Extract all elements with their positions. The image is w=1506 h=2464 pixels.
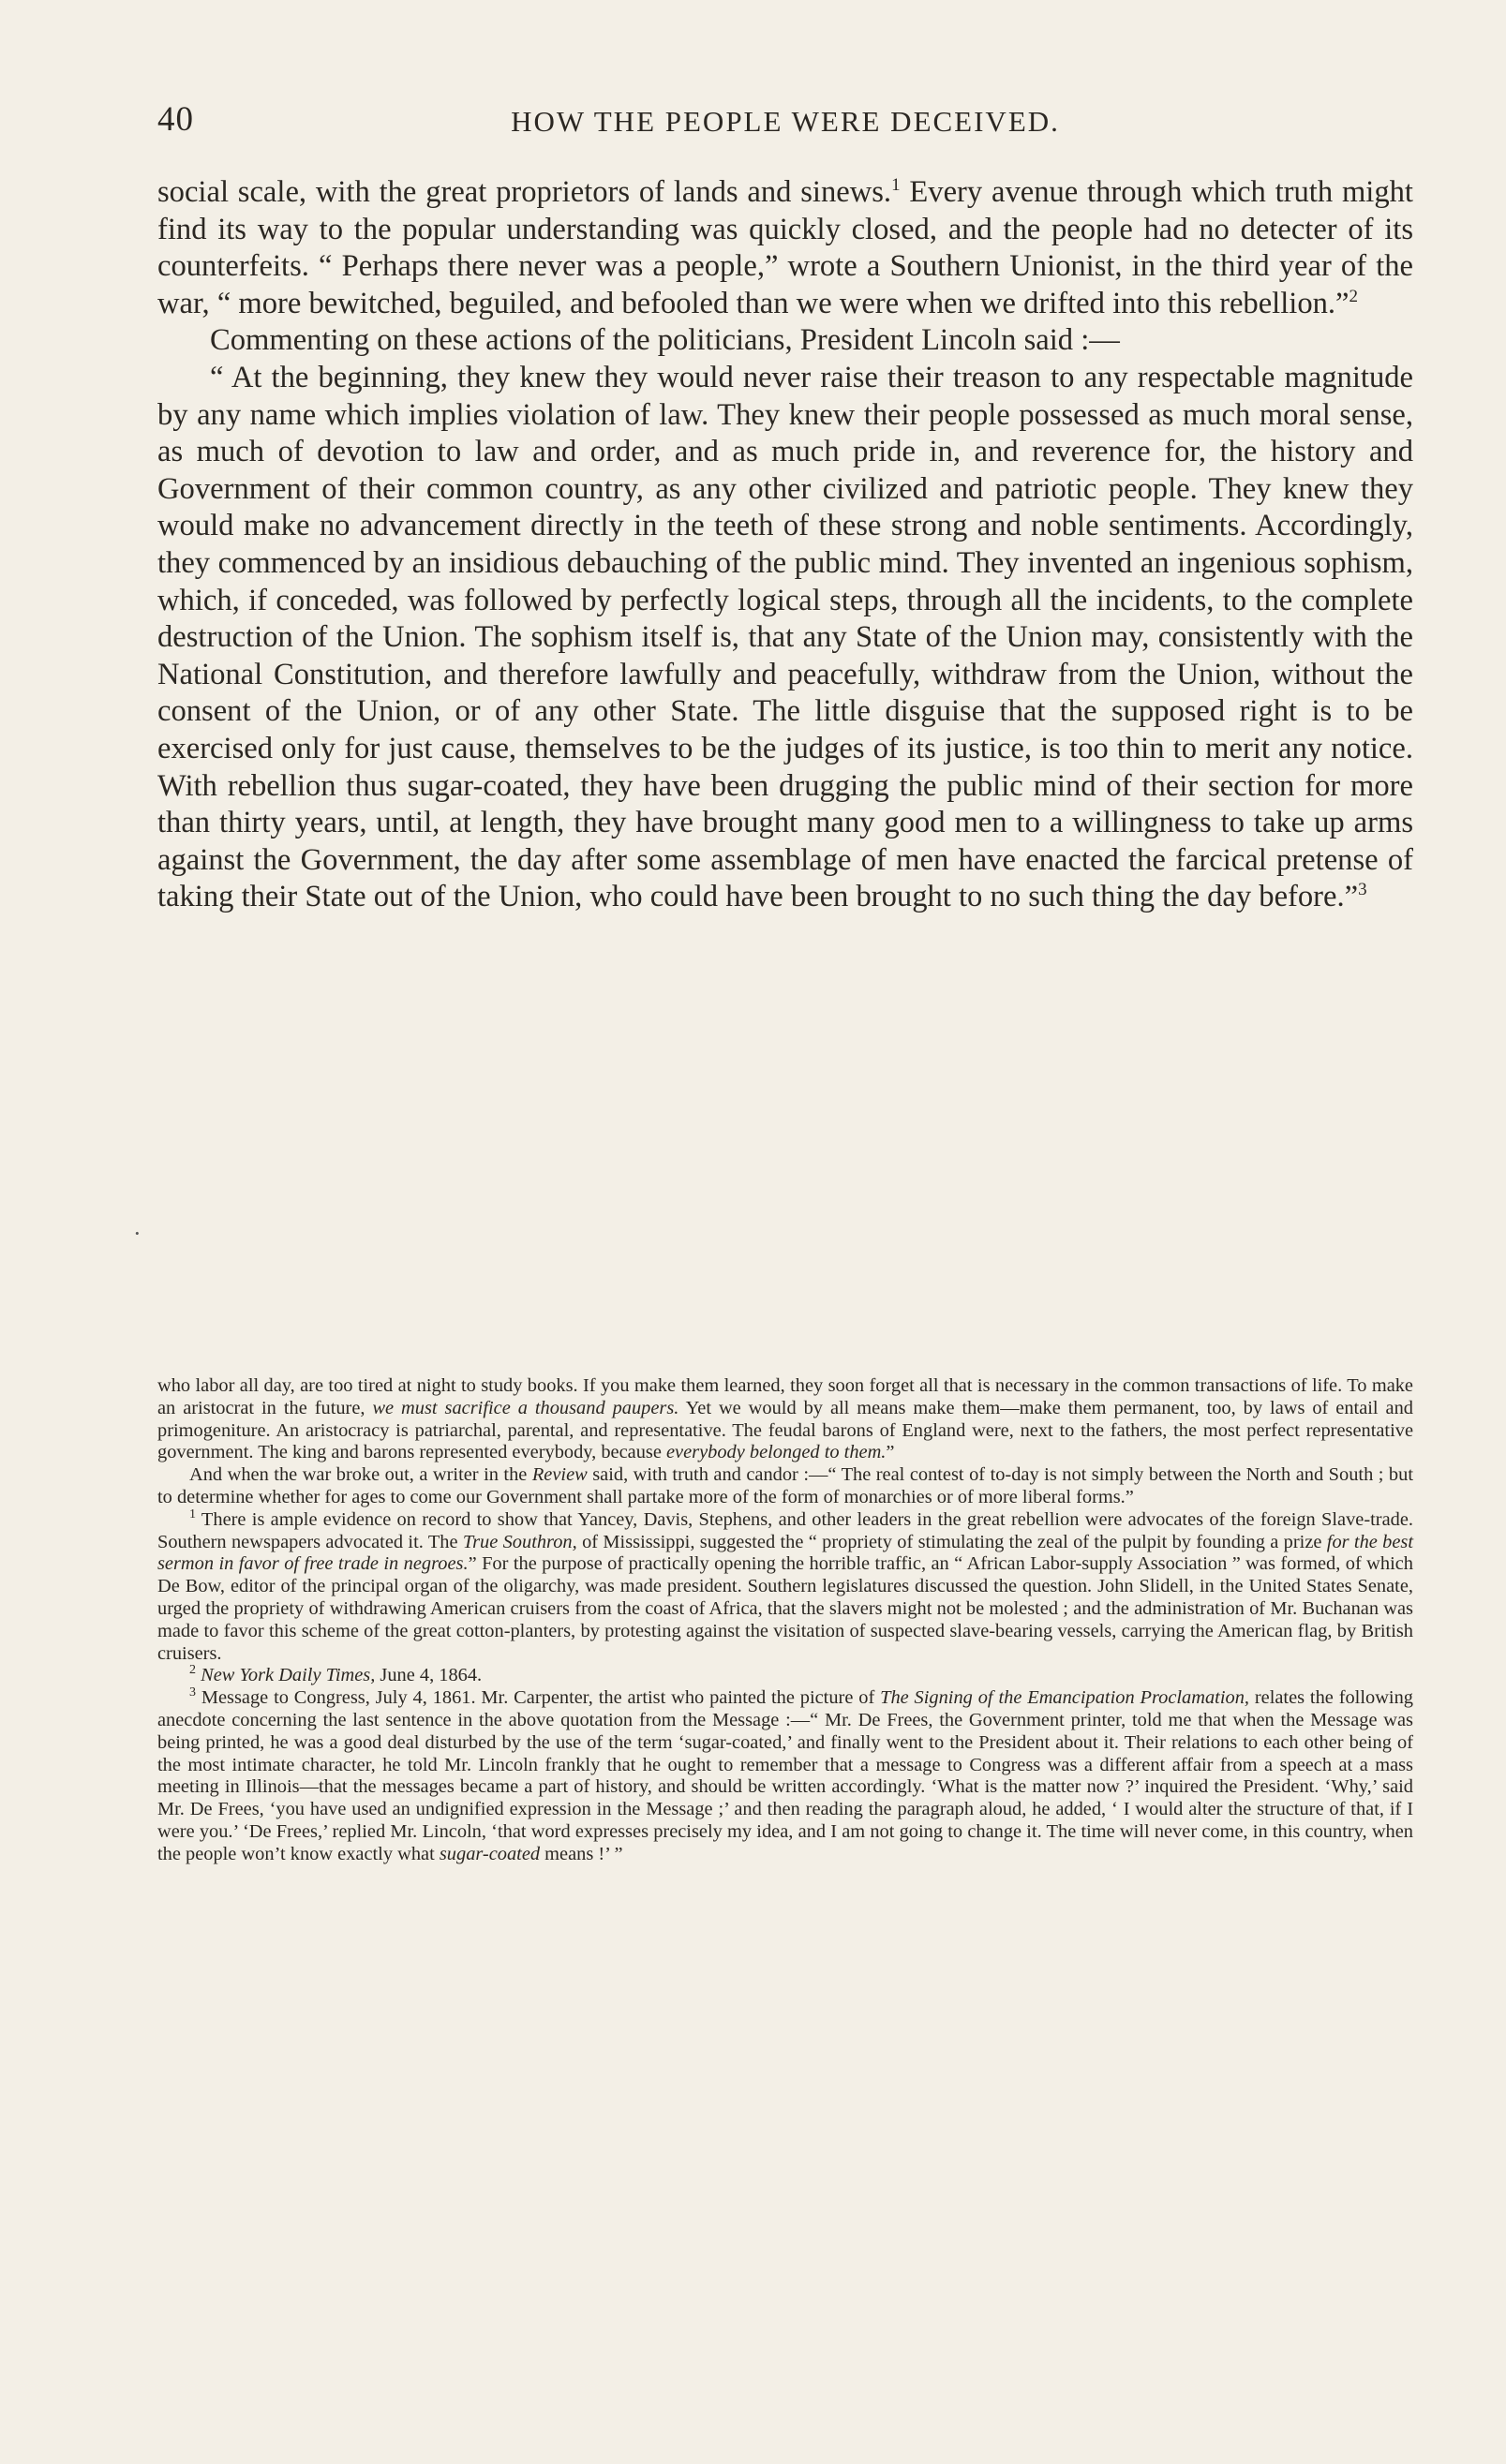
paragraph-2: Commenting on these actions of the politicians, President Lincoln said :—: [210, 323, 1120, 358]
footnote-continuation: who labor all day, are too tired at night to study books. If you make them learned, they soon forget all that is necessary in the common transactions of life. To make an aristocrat in the future, we must sacrifice a thousand paupers. Yet we would by all means make them—make them permanent, too, by laws of entail and primogeniture. An aristocracy is patriarchal, parental, and representative. The feudal barons of England were, next to the fathers, the most perfect representative government. The king and barons represented everybody, because everybody belonged to them.”: [157, 1375, 1413, 1463]
page-number: 40: [157, 100, 194, 139]
footnote-3: $^3$ Message to Congress, July 4, 1861. Mr. Carpenter, the artist who painted the picture of The Signing of the Emancipation Proclamation, relates the following anecdote concerning the last sentence in the above quotation from the Message :—“ Mr. De Frees, the Government printer, told me that when the Message was being printed, he was a good deal disturbed by the use of the term ‘sugar-coated,’ and finally went to the President about it. Their relations to each other being of the most intimate character, he told Mr. Lincoln frankly that he ought to remember that a message to Congress was a different affair from a speech at a mass meeting in Illinois—that the messages became a part of history, and should be written accordingly. ‘What is the matter now ?’ inquired the President. ‘Why,’ said Mr. De Frees, ‘you have used an undignified expression in the Message ;’ and then reading the paragraph aloud, he added, ‘ I would alter the structure of that, if I were you.’ ‘De Frees,’ replied Mr. Lincoln, ‘that word expresses precisely my idea, and I am not going to change it. The time will never come, in this country, when the people won’t know exactly what sugar-coated means !’ ”: [157, 1685, 1413, 1864]
main-text: [157, 174, 1413, 916]
footnote-ref-2: 2: [1349, 286, 1359, 306]
lincoln-quotation: “ At the beginning, they knew they would never raise their treason to any respectable magnitude by any name which implies violation of law. They knew their people possessed as much moral sense, as much of devotion to law and order, and as much pride in, and reverence for, the history and Government of their common country, as any other civilized and patriotic people. They knew they would make no advancement directly in the teeth of these strong and noble sentiments. Accordingly, they commenced by an insidious debauching of the public mind. They invented an ingenious sophism, which, if conceded, was followed by perfectly logical steps, through all the incidents, to the complete destruction of the Union. The sophism itself is, that any State of the Union may, consistently with the National Constitution, and therefore lawfully and peacefully, withdraw from the Union, without the consent of the Union, or of any other State. The little disguise that the supposed right is to be exercised only for just cause, themselves to be the judges of its justice, is too thin to merit any notice. With rebellion thus sugar-coated, they have been drugging the public mind of their section for more than thirty years, until, at length, they have brought many good men to a willingness to take up arms against the Government, the day after some assemblage of men have enacted the farcical pretense of taking their State out of the Union, who could have been brought to no such thing the day before.”$^3$: [157, 360, 1413, 914]
margin-speck: ·: [133, 1220, 142, 1247]
footnote-2: $^2$ New York Daily Times, June 4, 1864.: [189, 1663, 483, 1686]
footnote-ref-1: 1: [891, 175, 901, 196]
footnotes: [157, 1375, 1413, 1866]
footnote-ref-3: 3: [1358, 880, 1367, 900]
footnote-review: And when the war broke out, a writer in the Review said, with truth and candor :—“ The real contest of to-day is not simply between the North and South ; but to determine whether for ages to come our Government shall partake more of the form of monarchies or of more liberal forms.”: [157, 1464, 1413, 1507]
footnote-1: $^1$ There is ample evidence on record to show that Yancey, Davis, Stephens, and other leaders in the great rebellion were advocates of the foreign Slave-trade. Southern newspapers advocated it. The True Southron, of Mississippi, suggested the “ propriety of stimulating the zeal of the pulpit by founding a prize for the best sermon in favor of free trade in negroes.” For the purpose of practically opening the horrible traffic, an “ African Labor-supply Association ” was formed, of which De Bow, editor of the principal organ of the oligarchy, was made president. Southern legislatures discussed the question. John Slidell, in the United States Senate, urged the propriety of withdrawing American cruisers from the coast of Africa, that the slavers might not be molested ; and the administration of Mr. Buchanan was made to favor this scheme of the great cotton-planters, by protesting against the visitation of suspected slave-bearing vessels, carrying the American flag, by British cruisers.: [157, 1507, 1414, 1664]
running-head: HOW THE PEOPLE WERE DECEIVED.: [511, 105, 1060, 138]
paragraph-1: social scale, with the great proprietors of lands and sinews.$^1$ Every avenue through which truth might find its way to the popular understanding was quickly closed, and the people had no detecter of its counterfeits. “ Perhaps there never was a people,” wrote a Southern Unionist, in the third year of the war, “ more bewitched, beguiled, and befooled than we were when we drifted into this rebellion.”$^2$: [157, 175, 1413, 320]
page-header: [157, 99, 1413, 146]
